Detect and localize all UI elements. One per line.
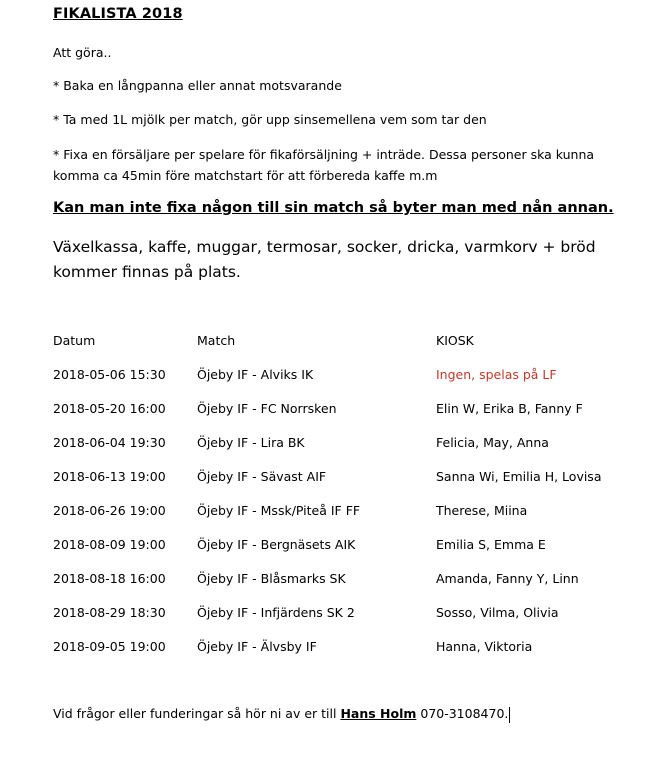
- row-date: 2018-06-04 19:30: [53, 435, 166, 450]
- header-date: Datum: [53, 333, 96, 348]
- bullet-1: * Baka en långpanna eller annat motsvarande: [53, 78, 342, 93]
- row-kiosk: Therese, Miina: [436, 503, 528, 518]
- intro-text: Att göra..: [53, 45, 112, 60]
- row-match: Öjeby IF - Lira BK: [197, 435, 305, 450]
- contact-name: Hans Holm: [340, 706, 417, 721]
- bullet-3: * Fixa en försäljare per spelare för fikaförsäljning + inträde. Dessa personer ska kunna: [53, 147, 595, 162]
- row-date: 2018-08-09 19:00: [53, 537, 166, 552]
- row-date: 2018-08-18 16:00: [53, 571, 166, 586]
- row-date: 2018-05-06 15:30: [53, 367, 166, 382]
- row-kiosk: Ingen, spelas på LF: [436, 367, 557, 382]
- text-cursor: [509, 707, 510, 723]
- footer-text: Vid frågor eller funderingar så hör ni av er till: [53, 706, 341, 721]
- row-match: Öjeby IF - Sävast AIF: [197, 469, 327, 484]
- bullet-2: * Ta med 1L mjölk per match, gör upp sinsemellena vem som tar den: [53, 112, 487, 127]
- contact-phone: 070-3108470.: [416, 706, 509, 721]
- row-match: Öjeby IF - Alviks IK: [197, 367, 314, 382]
- document-title: FIKALISTA 2018: [53, 6, 183, 22]
- row-kiosk: Hanna, Viktoria: [436, 639, 533, 654]
- row-date: 2018-09-05 19:00: [53, 639, 166, 654]
- row-date: 2018-06-13 19:00: [53, 469, 166, 484]
- row-match: Öjeby IF - Infjärdens SK 2: [197, 605, 355, 620]
- row-match: Öjeby IF - Bergnäsets AIK: [197, 537, 356, 552]
- row-match: Öjeby IF - Älvsby IF: [197, 639, 317, 654]
- row-kiosk: Elin W, Erika B, Fanny F: [436, 401, 583, 416]
- row-match: Öjeby IF - FC Norrsken: [197, 401, 337, 416]
- row-kiosk: Sosso, Vilma, Olivia: [436, 605, 559, 620]
- row-date: 2018-08-29 18:30: [53, 605, 166, 620]
- row-kiosk: Emilia S, Emma E: [436, 537, 546, 552]
- row-kiosk: Felicia, May, Anna: [436, 435, 549, 450]
- row-date: 2018-06-26 19:00: [53, 503, 166, 518]
- header-kiosk: KIOSK: [436, 333, 474, 348]
- supplies-text: Växelkassa, kaffe, muggar, termosar, socker, dricka, varmkorv + bröd kommer finnas på plats.: [53, 238, 596, 281]
- contact-footer: [53, 706, 510, 723]
- rule-heading: Kan man inte fixa någon till sin match så byter man med nån annan.: [53, 200, 614, 216]
- row-kiosk: Sanna Wi, Emilia H, Lovisa: [436, 469, 602, 484]
- row-date: 2018-05-20 16:00: [53, 401, 166, 416]
- row-match: Öjeby IF - Blåsmarks SK: [197, 571, 346, 586]
- bullet-3-continued: komma ca 45min före matchstart för att förbereda kaffe m.m: [53, 168, 438, 183]
- header-match: Match: [197, 333, 236, 348]
- row-match: Öjeby IF - Mssk/Piteå IF FF: [197, 503, 361, 518]
- row-kiosk: Amanda, Fanny Y, Linn: [436, 571, 579, 586]
